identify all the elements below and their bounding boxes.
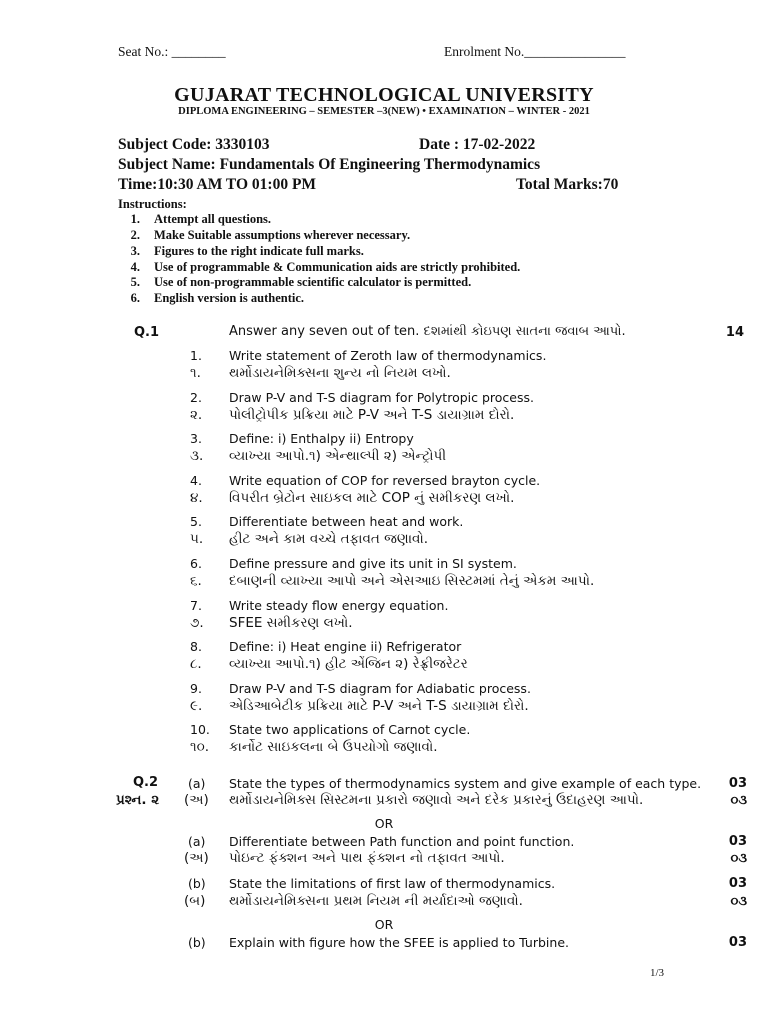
- item-number-gujarati: ૩.: [190, 448, 204, 464]
- instruction-item: 3. Figures to the right indicate full marks.: [130, 244, 364, 258]
- instruction-item: 6. English version is authentic.: [130, 291, 305, 305]
- question-text-gujarati: વ્યાખ્યા આપો.૧) હીટ એંજિન ૨) રેફ્રીજરેટર: [229, 656, 468, 672]
- marks-gujarati: ૦૩: [730, 851, 747, 866]
- item-number: 2.: [190, 390, 202, 405]
- item-number-gujarati: ૧.: [190, 365, 201, 381]
- question-text: Explain with figure how the SFEE is applied to Turbine.: [229, 935, 569, 950]
- marks: 03: [728, 776, 747, 791]
- question-text-gujarati: વ્યાખ્યા આપો.૧) એન્થાલ્પી ૨) એન્ટ્રોપી: [229, 448, 447, 464]
- item-number: 7.: [190, 598, 202, 613]
- question-text: Differentiate between heat and work.: [229, 514, 464, 529]
- question-text: State the types of thermodynamics system and give example of each type.: [229, 776, 702, 791]
- item-number: 9.: [190, 681, 202, 696]
- question-text: State the limitations of first law of thermodynamics.: [229, 876, 556, 891]
- exam-time: Time:10:30 AM TO 01:00 PM: [118, 176, 317, 193]
- exam-line: DIPLOMA ENGINEERING – SEMESTER –3(NEW) • EXAMINATION – WINTER - 2021: [178, 106, 590, 117]
- instruction-item: 1. Attempt all questions.: [130, 212, 272, 226]
- question-2-label: Q.2: [133, 775, 159, 790]
- marks-gujarati: ૦૩: [730, 894, 747, 909]
- marks-gujarati: ૦૩: [730, 793, 747, 808]
- part-label: (b): [188, 876, 206, 891]
- question-text: Write statement of Zeroth law of thermodynamics.: [229, 348, 547, 363]
- part-label-gujarati: (બ): [184, 893, 206, 909]
- part-label-gujarati: (અ): [184, 792, 209, 808]
- instruction-item: 5. Use of non-programmable scientific calculator is permitted.: [130, 275, 472, 289]
- item-number-gujarati: ૧૦.: [190, 739, 210, 755]
- item-number: 8.: [190, 639, 202, 654]
- item-number-gujarati: ૫.: [190, 531, 204, 547]
- item-number-gujarati: ૮.: [190, 656, 202, 672]
- item-number-gujarati: ૨.: [190, 407, 203, 423]
- instructions-heading: Instructions:: [118, 197, 187, 211]
- item-number-gujarati: ૯.: [190, 698, 203, 714]
- question-text: Define pressure and give its unit in SI system.: [229, 556, 517, 571]
- instruction-item: 2. Make Suitable assumptions wherever necessary.: [130, 228, 411, 242]
- question-text: Define: i) Heat engine ii) Refrigerator: [229, 639, 462, 654]
- part-label: (a): [188, 776, 206, 791]
- question-text-gujarati: એડિઆબેટીક પ્રક્રિયા માટે P-V અને T-S ડાયાગ્રામ દોરો.: [229, 698, 529, 714]
- or-separator: OR: [374, 816, 394, 831]
- item-number: 4.: [190, 473, 202, 488]
- question-text-gujarati: હીટ અને કામ વચ્ચે તફાવત જણાવો.: [229, 531, 429, 547]
- page-number: 1/3: [649, 967, 664, 979]
- instruction-item: 4. Use of programmable & Communication aids are strictly prohibited.: [130, 260, 521, 274]
- or-separator: OR: [374, 917, 394, 932]
- item-number: 3.: [190, 431, 202, 446]
- question-text: Write equation of COP for reversed brayton cycle.: [229, 473, 541, 488]
- marks: 03: [728, 876, 747, 891]
- university-title: GUJARAT TECHNOLOGICAL UNIVERSITY: [174, 84, 594, 106]
- item-number: 1.: [190, 348, 202, 363]
- marks: 03: [728, 935, 747, 950]
- question-text: Differentiate between Path function and point function.: [229, 834, 575, 849]
- question-text: State two applications of Carnot cycle.: [229, 722, 471, 737]
- question-text-gujarati: થર્મોડાયનેમિક્સ સિસ્ટમના પ્રકારો જણાવો અને દરેક પ્રકારનું ઉદાહરણ આપો.: [229, 792, 644, 808]
- part-label: (a): [188, 834, 206, 849]
- item-number: 6.: [190, 556, 202, 571]
- total-marks: Total Marks:70: [516, 176, 619, 193]
- item-number: 10.: [190, 722, 210, 737]
- subject-code: Subject Code: 3330103: [118, 136, 270, 153]
- part-label-gujarati: (અ): [184, 850, 209, 866]
- item-number: 5.: [190, 514, 202, 529]
- exam-date: Date : 17-02-2022: [419, 136, 536, 153]
- question-1-marks: 14: [725, 325, 744, 340]
- part-label: (b): [188, 935, 206, 950]
- subject-name: Subject Name: Fundamentals Of Engineering Thermodynamics: [118, 156, 541, 173]
- question-text-gujarati: પોઇન્ટ ફંક્શન અને પાથ ફંક્શન નો તફાવત આપો.: [229, 850, 505, 866]
- question-text-gujarati: કાર્નોટ સાઇકલના બે ઉપયોગો જણાવો.: [229, 739, 438, 755]
- question-text: Draw P-V and T-S diagram for Adiabatic process.: [229, 681, 531, 696]
- item-number-gujarati: ૪.: [190, 490, 203, 506]
- enrolment-number-field: Enrolment No._______________: [444, 44, 626, 59]
- question-2-label-gujarati: પ્રશ્ન. ૨: [116, 792, 160, 808]
- question-1-label: Q.1: [134, 325, 160, 340]
- question-1-intro: Answer any seven out of ten. દશમાંથી કોઇપણ સાતના જવાબ આપો.: [229, 324, 626, 339]
- question-text-gujarati: પોલીટ્રોપીક પ્રક્રિયા માટે P-V અને T-S ડાયાગ્રામ દોરો.: [229, 407, 515, 423]
- question-text-gujarati: થર્મોડાયનેમિક્સના શુન્ય નો નિયમ લખો.: [229, 365, 451, 381]
- question-text-gujarati: SFEE સમીકરણ લખો.: [229, 615, 353, 631]
- marks: 03: [728, 834, 747, 849]
- question-text: Write steady flow energy equation.: [229, 598, 449, 613]
- question-text: Draw P-V and T-S diagram for Polytropic process.: [229, 390, 534, 405]
- question-text-gujarati: વિપરીત બ્રેટોન સાઇકલ માટે COP નું સમીકરણ લખો.: [229, 490, 515, 506]
- question-text-gujarati: થર્મોડાયનેમિક્સના પ્રથમ નિયમ ની મર્યાદાઓ જણાવો.: [229, 893, 523, 909]
- question-text: Define: i) Enthalpy ii) Entropy: [229, 431, 414, 446]
- item-number-gujarati: ૬.: [190, 573, 202, 589]
- seat-number-field: Seat No.: ________: [118, 44, 226, 59]
- item-number-gujarati: ૭.: [190, 615, 204, 631]
- question-text-gujarati: દબાણની વ્યાખ્યા આપો અને એસઆઇ સિસ્ટમમાં તેનું એકમ આપો.: [229, 573, 595, 589]
